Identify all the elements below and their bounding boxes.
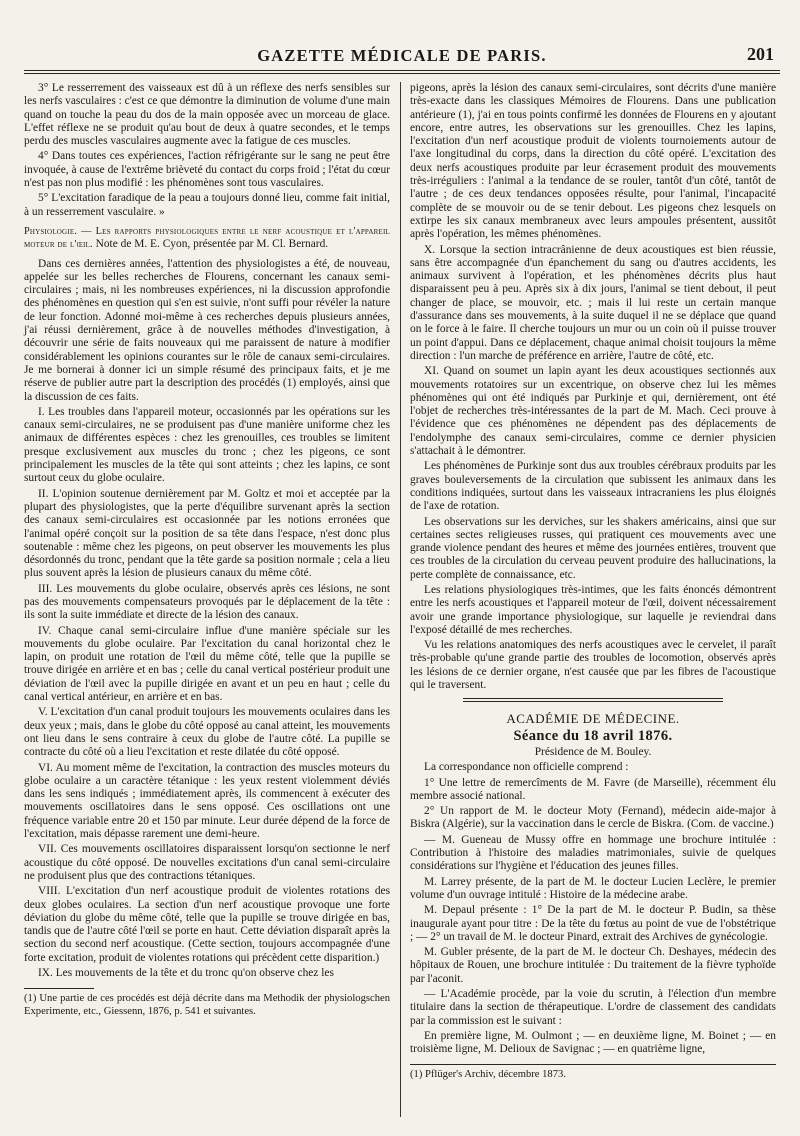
session-heading: Séance du 18 avril 1876. [513, 727, 673, 744]
paragraph: II. L'opinion soutenue dernièrement par M. Goltz et moi et acceptée par la plupart des physiologistes, que la perte d'équilibre survenant après la section des canaux semi-circulaires est occasionnée par les notions erronées que l'animal opéré conçoit sur la position de sa tête dans l'espace, n'est donc plus soutenable : même chez les pigeons, on peut observer les mouvements les plus désordonnés du tronc, pendant que la tête garde sa position normale ; cela a lieu plus souvent après la lésion de plusieurs canaux du même côté. [24, 487, 390, 580]
paragraph: VI. Au moment même de l'excitation, la contraction des muscles moteurs du globe oculaire a un caractère tétanique : les yeux restent violemment déviés dans les sens indiqués ; immédiatement après, ils commencent à exécuter des mouvements oscillatoires dans le sens opposé. Ces oscillations ont une fréquence variable entre 20 et 150 par minute. Leur durée dépend de la force de l'excitation, mais dépasse rarement une demi-heure. [24, 761, 390, 841]
page-header [24, 44, 780, 70]
article-note: Note de M. E. Cyon, présentée par M. Cl. Bernard. [95, 238, 329, 251]
paragraph: VII. Ces mouvements oscillatoires disparaissent lorsqu'on sectionne le nerf acoustique du côté opposé. De nouvelles excitations d'un canal semi-circulaire ne produisent plus que des contractions tétaniques. [24, 843, 390, 882]
journal-title: GAZETTE MÉDICALE DE PARIS. [257, 46, 547, 65]
paragraph: pigeons, après la lésion des canaux semi-circulaires, sont décrits d'une manière très-exacte dans les classiques Mémoires de Flourens. Dans une publication antérieure (1), j'ai en tous points confirmé les données de Flourens en y ajoutant encore, entre autres, les observations sur les grenouilles. Chez les lapins, l'excitation d'un nerf acoustique produit de violents tournoiements autour de l'axe longitudinal du corps, dans la direction du côté opéré. L'excitation des deux nerfs acoustiques produite par leur écrasement produit des mouvements très-irréguliers : l'animal a la tendance de se rouler, tantôt d'un côté, tantôt de l'autre ; de ces deux tendances opposées résulte, pour l'animal, l'incapacité complète de se mouvoir ou de se tenir debout. Les pigeons chez lesquels on extirpe les six canaux membraneux avec leurs ampoules présentent, aussitôt après l'opération, les mêmes phénomènes. [410, 82, 776, 241]
paragraph: IV. Chaque canal semi-circulaire influe d'une manière spéciale sur les mouvements du globe oculaire. Par l'excitation du canal horizontal chez le lapin, on produit une rotation de l'œil du même côté, telle que la pupille se trouve dirigée en arrière et en bas ; celle du canal vertical postérieur produit une déviation de l'œil avec la pupille dirigée en avant et un peu en haut ; celle du canal vertical antérieur, en arrière et en bas. [24, 624, 390, 704]
paragraph: 5° L'excitation faradique de la peau a toujours donné lieu, comme fait initial, à un resserrement vasculaire. » [24, 192, 390, 218]
paragraph: M. Depaul présente : 1° De la part de M. le docteur P. Budin, sa thèse inaugurale ayant pour titre : De la tête du fœtus au point de vue de l'obstétrique ; — 2° un travail de M. le docteur Pinard, extrait des Archives de gynécologie. [410, 904, 776, 943]
paragraph: — L'Académie procède, par la voie du scrutin, à l'élection d'un membre titulaire dans la section de thérapeutique. L'ordre de classement des candidats par la commission est le suivant : [410, 988, 776, 1027]
column-divider [400, 82, 401, 1117]
paragraph: Les observations sur les derviches, sur les shakers américains, ainsi que sur certaines sectes religieuses russes, qui pratiquent ces mouvements avec une grande violence pendant des heures et même des journées entières, trouvent que ces troubles de la circulation du cerveau peuvent produire des hallucinations, la perte complète de connaissance, etc. [410, 515, 776, 581]
paragraph: VIII. L'excitation d'un nerf acoustique produit de violentes rotations des deux globes oculaires. La section d'un nerf acoustique provoque une forte déviation du globe du même côté, telle que la pupille se trouve dirigée en bas, tandis que de l'autre côté l'œil se porte en haut. Cette déviation disparaît après la section du second nerf acoustique. (Cette section, toujours accompagnée d'une forte excitation, produit de violentes rotations qui précèdent cette disparition.) [24, 885, 390, 964]
presidency-line: Présidence de M. Bouley. [534, 745, 652, 758]
paragraph: 4° Dans toutes ces expériences, l'action réfrigérante sur le sang ne peut être invoquée, à cause de l'extrême brièveté du contact du corps froid ; l'état du cœur n'est pas non plus modifié : les phénomènes sont tous vasculaires. [24, 150, 390, 190]
right-column [410, 82, 776, 1084]
paragraph: M. Larrey présente, de la part de M. le docteur Lucien Leclère, le premier volume d'un ouvrage intitulé : Histoire de la médecine arabe. [410, 875, 776, 901]
paragraph: La correspondance non officielle comprend : [424, 761, 629, 774]
paragraph: Vu les relations anatomiques des nerfs acoustiques avec le cervelet, il paraît très-probable qu'une grande partie des troubles de locomotion, observés après les lésions de ce dernier organe, n'est causée que par les fibres de l'acoustique qui le traversent. [410, 639, 776, 692]
header-rule-thin [24, 73, 780, 74]
article-title: — Les rapports physiologiques entre le nerf acoustique et l'appareil moteur de l'œil. [24, 225, 390, 251]
paragraph: III. Les mouvements du globe oculaire, observés après ces lésions, ne sont pas des mouvements compensateurs provoqués par le déplacement de la tête : ils sont la suite immédiate et directe de la lésion des canaux. [24, 582, 390, 622]
paragraph: X. Lorsque la section intracrânienne de deux acoustiques est bien réussie, sans être accompagnée d'un épanchement du sang ou d'autres accidents, les animaux survivent à l'opération, et les phénomènes décrits plus haut disparaissent peu à peu. Après six à dix jours, l'animal se tient debout, il peut changer de place, se mouvoir, etc. ; mais il lui reste un certain manque d'assurance dans ses mouvements, à la suite duquel il ne se déplace que quand on le force à le faire. Il cherche toujours un mur ou un coin où il puisse trouver un point d'appui. Dans ce déplacement, chaque animal choisit toujours la même direction : l'un marche de préférence en arrière, l'autre de côté, etc. [410, 243, 776, 362]
paragraph: 3° Le resserrement des vaisseaux est dû à un réflexe des nerfs sensibles sur les nerfs vasculaires : c'est ce que démontre la diminution de volume d'une main quand on touche la peau du dos de la main opposée avec un morceau de glace. L'effet réflexe ne se produit qu'au bout de deux à quatre secondes, et le temps perdu des muscles vasculaires augmente avec la fatigue de ces muscles. [24, 82, 390, 148]
paragraph: — M. Gueneau de Mussy offre en hommage une brochure intitulée : Contribution à l'histoire des maladies matrimoniales, suivie de quelques considérations sur l'hygiène et l'éducation des jeunes filles. [410, 833, 776, 873]
paragraph: XI. Quand on soumet un lapin ayant les deux acoustiques sectionnés aux mouvements rotatoires sur un excentrique, on observe chez lui les mêmes phénomènes qui ont été indiqués par Purkinje et qui, dernièrement, ont été l'objet de recherches très-intéressantes de la part de M. Mach. Ceci prouve à l'évidence que ces phénomènes ne dépendent pas des déplacements de l'endolymphe des canaux semi-circulaires, comme ce dernier physicien s'attachait à le démontrer. [410, 365, 776, 458]
header-rule [24, 70, 780, 71]
paragraph: 2° Un rapport de M. le docteur Moty (Fernand), médecin aide-major à Biskra (Algérie), sur la vaccination dans le cercle de Biskra. (Com. de vaccine.) [410, 805, 776, 831]
paragraph: Les relations physiologiques très-intimes, que les faits énoncés démontrent entre les nerfs acoustiques et l'appareil moteur de l'œil, doivent nécessairement avoir une grande importance physiologique, sur laquelle je reviendrai dans l'exposé détaillé de mes recherches. [410, 583, 776, 636]
footnote: (1) Une partie de ces procédés est déjà décrite dans ma Methodik der physiologschen Experimente, etc., Giessenn, 1876, p. 541 et suivantes. [24, 993, 390, 1017]
paragraph: Les phénomènes de Purkinje sont dus aux troubles cérébraux produits par les graves bouleversements de la circulation que subissent les animaux dans les conditions indiquées, surtout dans les vaisseaux intracraniens les plus éloignés de l'axe de rotation. [410, 460, 776, 513]
page-number: 201 [747, 44, 774, 64]
paragraph: IX. Les mouvements de la tête et du tronc qu'on observe chez les [38, 967, 334, 979]
section-label: Physiologie. [24, 225, 78, 237]
paragraph: M. Gubler présente, de la part de M. le docteur Ch. Deshayes, médecin des hôpitaux de Rouen, une brochure intitulée : Du traitement de la fièvre typhoïde par l'aconit. [410, 946, 776, 985]
article-heading [24, 225, 390, 252]
section-rule [463, 698, 723, 702]
left-column [24, 82, 390, 1020]
paragraph: 1° Une lettre de remercîments de M. Favre (de Marseille), récemment élu membre associé national. [410, 776, 776, 802]
footnote-rule [410, 1064, 776, 1065]
paragraph: Dans ces dernières années, l'attention des physiologistes a été, de nouveau, appelée sur les belles recherches de Flourens, concernant les canaux semi-circulaires ; mais, ni les nombreuses expériences, ni la discussion approfondie des phénomènes en question qui s'en est suivie, n'ont suffi pour révéler la nature de leur fonction. Adonné moi-même à ces recherches depuis plusieurs années, j'ai réussi dernièrement, grâce à de nouvelles méthodes d'investigation, à découvrir une série de faits nouveaux qui me paraissent de nature à modifier considérablement les opinions courantes sur le rôle de canaux semi-circulaires. Je me bornerai à donner ici un simple résumé des principaux faits, et je me réserve de publier autre part la description des procédés (1) employés, ainsi que la discussion de ces faits. [24, 257, 390, 403]
paragraph: V. L'excitation d'un canal produit toujours les mouvements oculaires dans les deux yeux ; mais, dans le globe du côté opposé au canal atteint, les mouvements ont lieu dans le sens contraire à ceux du globe de l'autre côté. La pupille se contracte du côté où a lieu l'excitation et reste dilatée du côté opposé. [24, 706, 390, 759]
footnote: (1) Pflüger's Archiv, décembre 1873. [410, 1069, 566, 1081]
paragraph: I. Les troubles dans l'appareil moteur, occasionnés par les opérations sur les canaux semi-circulaires, ne se produisent pas d'une manière uniforme chez les animaux de différentes espèces : chez les grenouilles, ces troubles se limitent presque exclusivement aux muscles du tronc ; chez les pigeons, ce sont principalement les muscles de la tête qui sont atteints ; chez les lapins, ce sont surtout ceux du globe oculaire. [24, 405, 390, 485]
paragraph: En première ligne, M. Oulmont ; — en deuxième ligne, M. Boinet ; — en troisième ligne, M. Delioux de Savignac ; — en quatrième ligne, [410, 1029, 776, 1056]
academy-heading: ACADÉMIE DE MÉDECINE. [506, 711, 680, 727]
footnote-rule [24, 988, 94, 989]
